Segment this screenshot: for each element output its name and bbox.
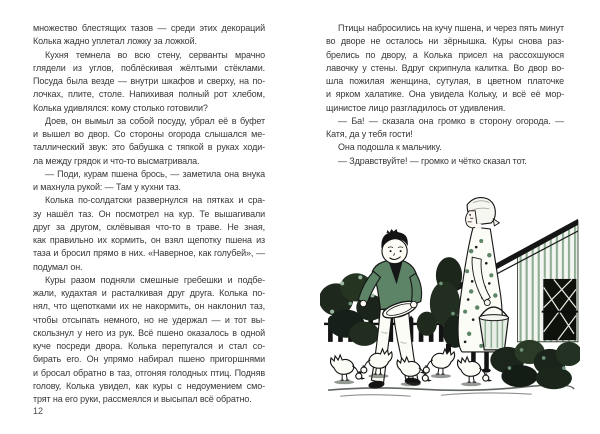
text-line: — Ба! — сказала она громко в сторону огорода. — [338, 115, 564, 126]
text-line: лавочку у стены. Вдруг скрипнула калитка. Во двор во- [326, 62, 564, 73]
text-line: подумал он. [33, 261, 83, 272]
paragraph [33, 194, 265, 274]
paragraph [33, 49, 265, 115]
text-line: Колька по-солдатски развернулся на пятках и сра- [45, 195, 265, 206]
text-line: зу нашёл таз. Он посмотрел на кур. Те вышагивали [33, 208, 265, 219]
text-line: друг за другом, склёвывая что-то в траве. Не зная, [33, 221, 265, 232]
paragraph [33, 168, 265, 195]
text-line: глядели из углов, поблёскивая жёлтыми стёклами. [33, 62, 265, 73]
text-line: и вышел во двор. Со стороны огорода слышался ме- [33, 129, 265, 139]
window [542, 277, 578, 339]
hand [410, 301, 416, 307]
paragraph [326, 141, 564, 154]
text-line: жали, кудахтая и расталкивая друг друга. Колька по- [33, 288, 265, 298]
paragraph [33, 115, 265, 168]
text-line: и махнула рукой: — Там у кухни таз. [33, 182, 181, 192]
text-line: множество блестящих тазов — среди этих декораций [33, 23, 265, 33]
bushes-right [490, 340, 580, 389]
hand [484, 300, 490, 306]
text-line: таза и бросил прямо в них. «Наверное, как голубей», — [33, 248, 265, 259]
text-line: и ярком халатике. Она увидела Кольку, и всё её мор- [326, 89, 564, 100]
text-line: чтобы отсыпать немного, но не удержал — и тот вы- [33, 314, 265, 325]
illustration-boy-grandmother-chickens [320, 190, 580, 408]
paragraph [326, 22, 564, 115]
head [381, 229, 407, 264]
text-line: шла пожилая женщина, сутулая, в цветном платочке [326, 76, 564, 86]
text-line: Птицы набросились на кучу пшена, и через пять минут [338, 23, 564, 33]
text-line: во дворе не осталось ни зёрнышка. Куры снова раз- [326, 36, 564, 47]
text-line: щинистое лицо разгладилось от удивления. [326, 102, 506, 113]
right-page-text [326, 22, 564, 168]
hand [360, 300, 366, 306]
text-line: Колька удивлялся: кому столько готовили? [33, 102, 208, 113]
text-line: Куры разом подняли смешные гребешки и подбе- [45, 274, 265, 285]
text-line: Посуда была везде — внутри шкафов и сверху, на по- [33, 76, 265, 86]
paragraph [33, 274, 265, 407]
paragraph [33, 22, 265, 49]
text-line: скользнул у него из рук. Всё пшено оказалось в одной [33, 327, 265, 338]
text-line: голову, Колька увидел, как куры с недоумением смо- [33, 380, 265, 391]
text-line: лочках, плите, столе. Напихивая полный рот хлебом, [33, 89, 265, 100]
left-page-text [33, 22, 265, 406]
headscarf-and-face [466, 198, 500, 229]
text-line: таллический звук: это бабушка с тяпкой в руках ходи- [33, 142, 265, 153]
text-line: ла между грядок и что-то высматривала. [33, 155, 200, 166]
ground [328, 385, 574, 396]
text-line: нял, что щепотками их не накормить, он наклонил таз, [33, 301, 265, 312]
text-line: Колька жадно уплетал ложку за ложкой. [33, 36, 197, 47]
text-line: и бросал обратно в таз, отгоняя голодных птиц. Подняв [33, 367, 265, 378]
text-line: — Поди, курам пшена брось, — заметила она внука [45, 168, 265, 179]
text-line: куче посреди двора. Колька перепугался и стал со- [33, 341, 265, 351]
text-line: Доев, он вымыл за собой посуду, убрал её в буфет [45, 115, 265, 126]
page-number: 12 [33, 406, 44, 416]
text-line: трят на его руки, рассмеялся и высыпал всё обратно. [33, 394, 252, 404]
text-line: бирать его. Он упрямо набирал пшено пригоршнями [33, 354, 265, 365]
text-line: Катя, да у тебя гости! [326, 129, 413, 139]
text-line: — Здравствуйте! — громко и чётко сказал тот. [338, 155, 527, 166]
paragraph [326, 155, 564, 168]
grandmother-figure [458, 198, 508, 373]
text-line: как правильно их кормить, он взял щепотку пшена из [33, 235, 265, 245]
text-line: Кухня темнела во всю стену, серванты мрачно [45, 49, 265, 60]
text-line: брелись по двору, а Колька присел на рассохшуюся [326, 49, 564, 60]
text-line: Она подошла к мальчику. [338, 142, 442, 153]
paragraph [326, 115, 564, 142]
